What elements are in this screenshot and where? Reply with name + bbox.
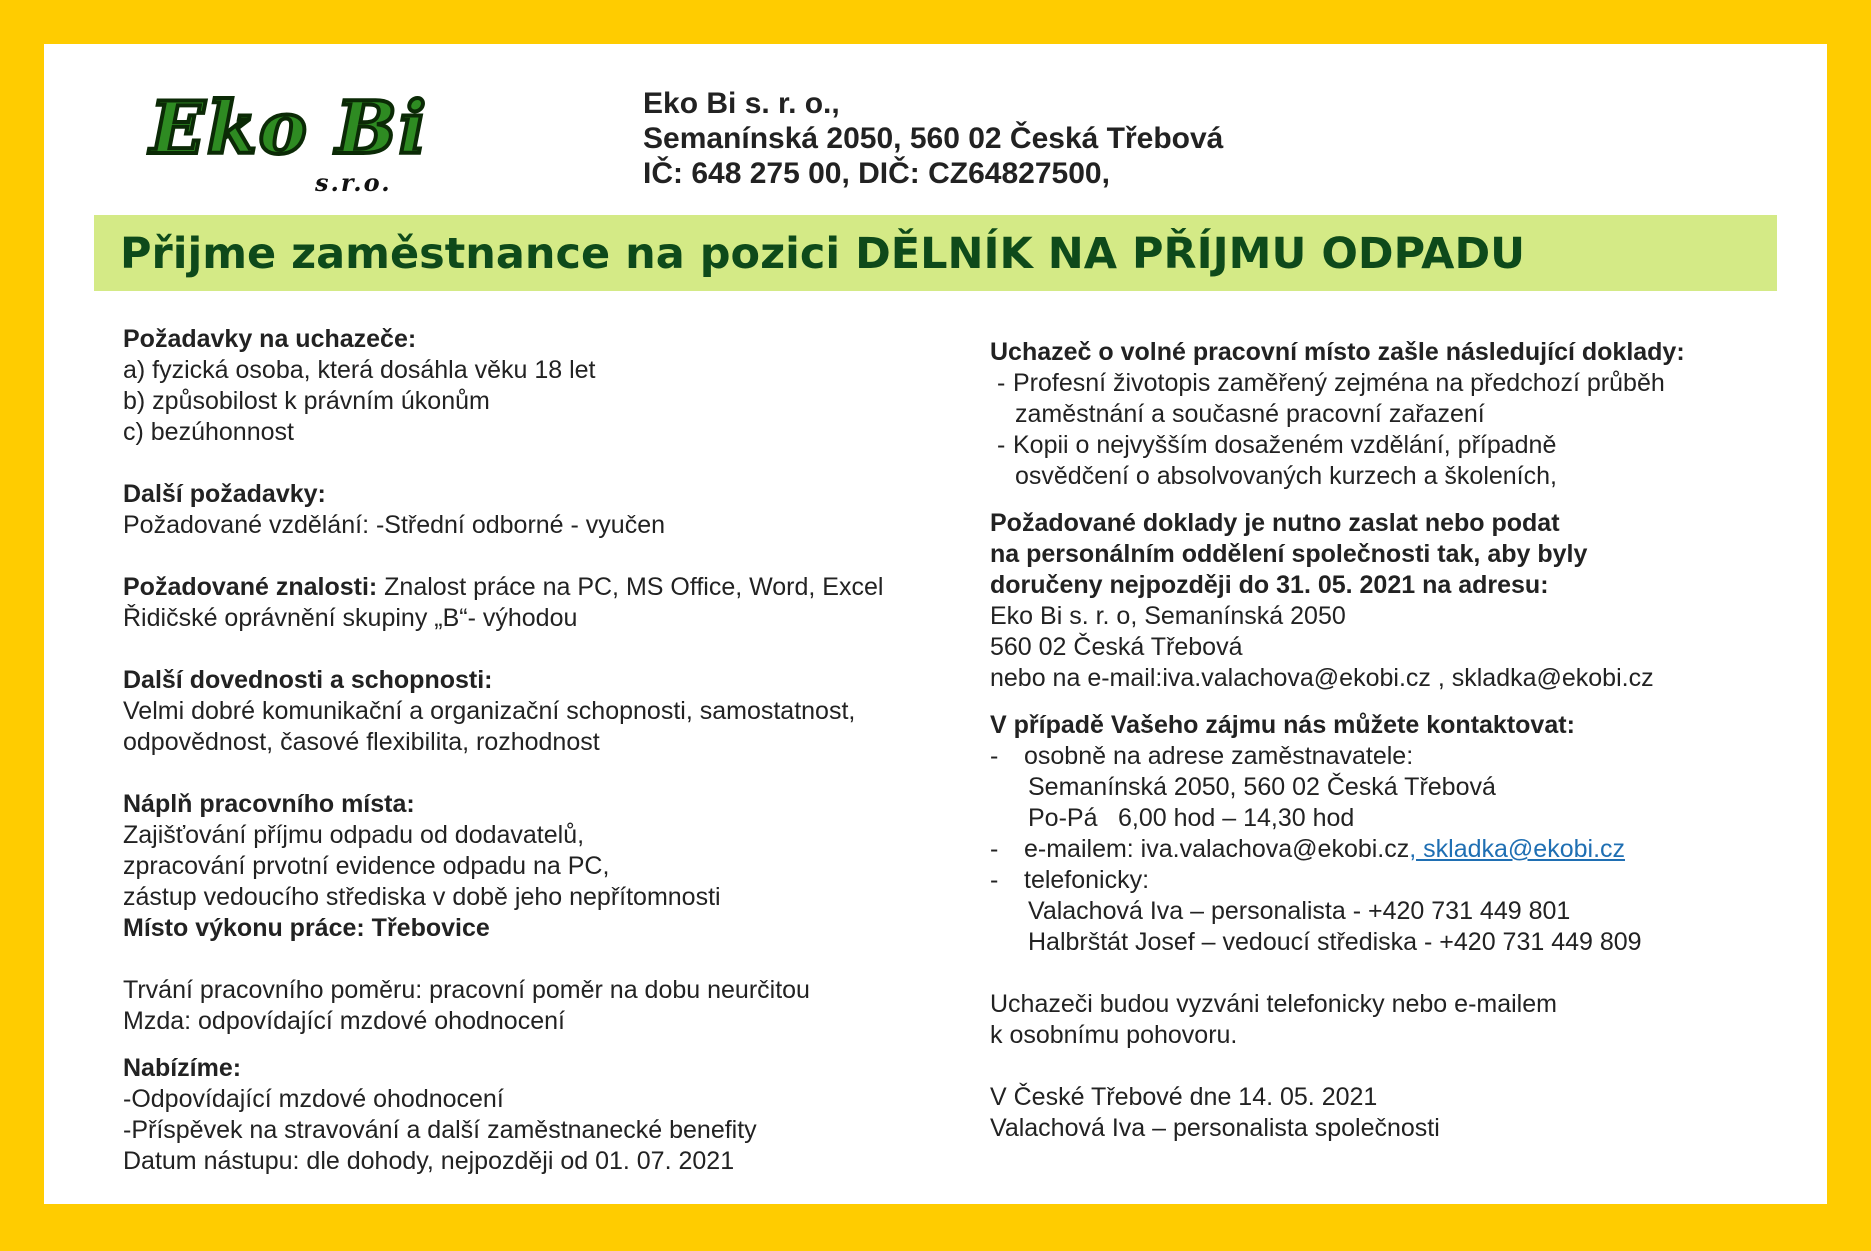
address-line: Eko Bi s. r. o, Semanínská 2050 xyxy=(990,602,1346,630)
contact-phone: - telefonicky: xyxy=(990,866,1150,894)
phone-contact: Valachová Iva – personalista - +420 731 449 801 xyxy=(1028,897,1571,925)
contact-email: - e-mailem: iva.valachova@ekobi.cz, skladka@ekobi.cz xyxy=(990,835,1626,863)
skills-line: odpovědnost, časové flexibilita, rozhodnost xyxy=(123,728,600,756)
offer-line: -Příspěvek na stravování a další zaměstnanecké benefity xyxy=(123,1116,757,1144)
skills-heading: Další dovednosti a schopnosti: xyxy=(123,666,493,694)
job-title xyxy=(120,230,1525,278)
knowledge-label: Požadované znalosti: xyxy=(123,573,378,601)
deadline-line: na personálním oddělení společnosti tak, aby byly xyxy=(990,540,1588,568)
address-email-line: nebo na e-mail:iva.valachova@ekobi.cz , skladka@ekobi.cz xyxy=(990,664,1654,692)
work-place: Místo výkonu práce: Třebovice xyxy=(123,914,490,942)
job-title-banner xyxy=(94,215,1777,291)
offer-line: Datum nástupu: dle dohody, nejpozději od 01. 07. 2021 xyxy=(123,1147,735,1175)
document-item-continued: zaměstnání a současné pracovní zařazení xyxy=(1015,400,1485,428)
job-title-position: DĚLNÍK NA PŘÍJMU ODPADU xyxy=(855,229,1526,279)
documents-heading: Uchazeč o volné pracovní místo zašle následující doklady: xyxy=(990,338,1685,366)
job-description-line: Zajišťování příjmu odpadu od dodavatelů, xyxy=(123,821,585,849)
offer-heading: Nabízíme: xyxy=(123,1054,242,1082)
requirement-item: c) bezúhonnost xyxy=(123,418,294,446)
phone-contact: Halbrštát Josef – vedoucí střediska - +420 731 449 809 xyxy=(1028,928,1642,956)
requirements-heading: Požadavky na uchazeče: xyxy=(123,325,417,353)
email-link[interactable]: , skladka@ekobi.cz xyxy=(1409,835,1626,863)
company-name: Eko Bi s. r. o., xyxy=(643,87,840,120)
skills-line: Velmi dobré komunikační a organizační schopnosti, samostatnost, xyxy=(123,697,856,725)
left-column xyxy=(123,324,983,1177)
knowledge-text: Znalost práce na PC, MS Office, Word, Excel xyxy=(377,573,884,601)
document-item: - Profesní životopis zaměřený zejména na předchozí průběh xyxy=(990,369,1665,397)
document-item-continued: osvědčení o absolvovaných kurzech a školeních, xyxy=(1015,462,1557,490)
company-ids: IČ: 648 275 00, DIČ: CZ64827500, xyxy=(643,157,1110,190)
logo-wordmark: Eko Bi xyxy=(150,85,429,170)
logo-subtitle: s.r.o. xyxy=(315,168,392,197)
contact-address: Semanínská 2050, 560 02 Česká Třebová xyxy=(1028,773,1496,801)
salary-line: Mzda: odpovídající mzdové ohodnocení xyxy=(123,1007,565,1035)
requirement-item: a) fyzická osoba, která dosáhla věku 18 let xyxy=(123,356,596,384)
right-column xyxy=(990,337,1790,1144)
company-address: Semanínská 2050, 560 02 Česká Třebová xyxy=(643,122,1224,155)
interview-invite: k osobnímu pohovoru. xyxy=(990,1021,1238,1049)
signature: Valachová Iva – personalista společnosti xyxy=(990,1114,1440,1142)
company-logo xyxy=(150,85,560,202)
knowledge-line xyxy=(123,572,983,603)
license-line: Řidičské oprávnění skupiny „B“- výhodou xyxy=(123,604,578,632)
address-line: 560 02 Česká Třebová xyxy=(990,633,1243,661)
job-description-line: zástup vedoucího střediska v době jeho nepřítomnosti xyxy=(123,883,721,911)
offer-line: -Odpovídající mzdové ohodnocení xyxy=(123,1085,504,1113)
job-title-lead: Přijme zaměstnance na pozici xyxy=(120,229,856,279)
issue-date: V České Třebové dne 14. 05. 2021 xyxy=(990,1083,1378,1111)
deadline-line: Požadované doklady je nutno zaslat nebo podat xyxy=(990,509,1560,537)
contact-heading: V případě Vašeho zájmu nás můžete kontaktovat: xyxy=(990,711,1575,739)
office-hours: Po-Pá 6,00 hod – 14,30 hod xyxy=(1028,804,1355,832)
more-requirements-heading: Další požadavky: xyxy=(123,480,326,508)
company-header xyxy=(643,86,1223,191)
interview-invite: Uchazeči budou vyzváni telefonicky nebo e-mailem xyxy=(990,990,1557,1018)
job-description-heading: Náplň pracovního místa: xyxy=(123,790,415,818)
requirement-item: b) způsobilost k právním úkonům xyxy=(123,387,490,415)
contact-personal: - osobně na adrese zaměstnavatele: xyxy=(990,742,1414,770)
employment-duration: Trvání pracovního poměru: pracovní poměr na dobu neurčitou xyxy=(123,976,810,1004)
deadline-line: doručeny nejpozději do 31. 05. 2021 na adresu: xyxy=(990,571,1549,599)
education-requirement: Požadované vzdělání: -Střední odborné - vyučen xyxy=(123,511,666,539)
document-item: - Kopii o nejvyšším dosaženém vzdělání, případně xyxy=(990,431,1557,459)
job-description-line: zpracování prvotní evidence odpadu na PC, xyxy=(123,852,610,880)
